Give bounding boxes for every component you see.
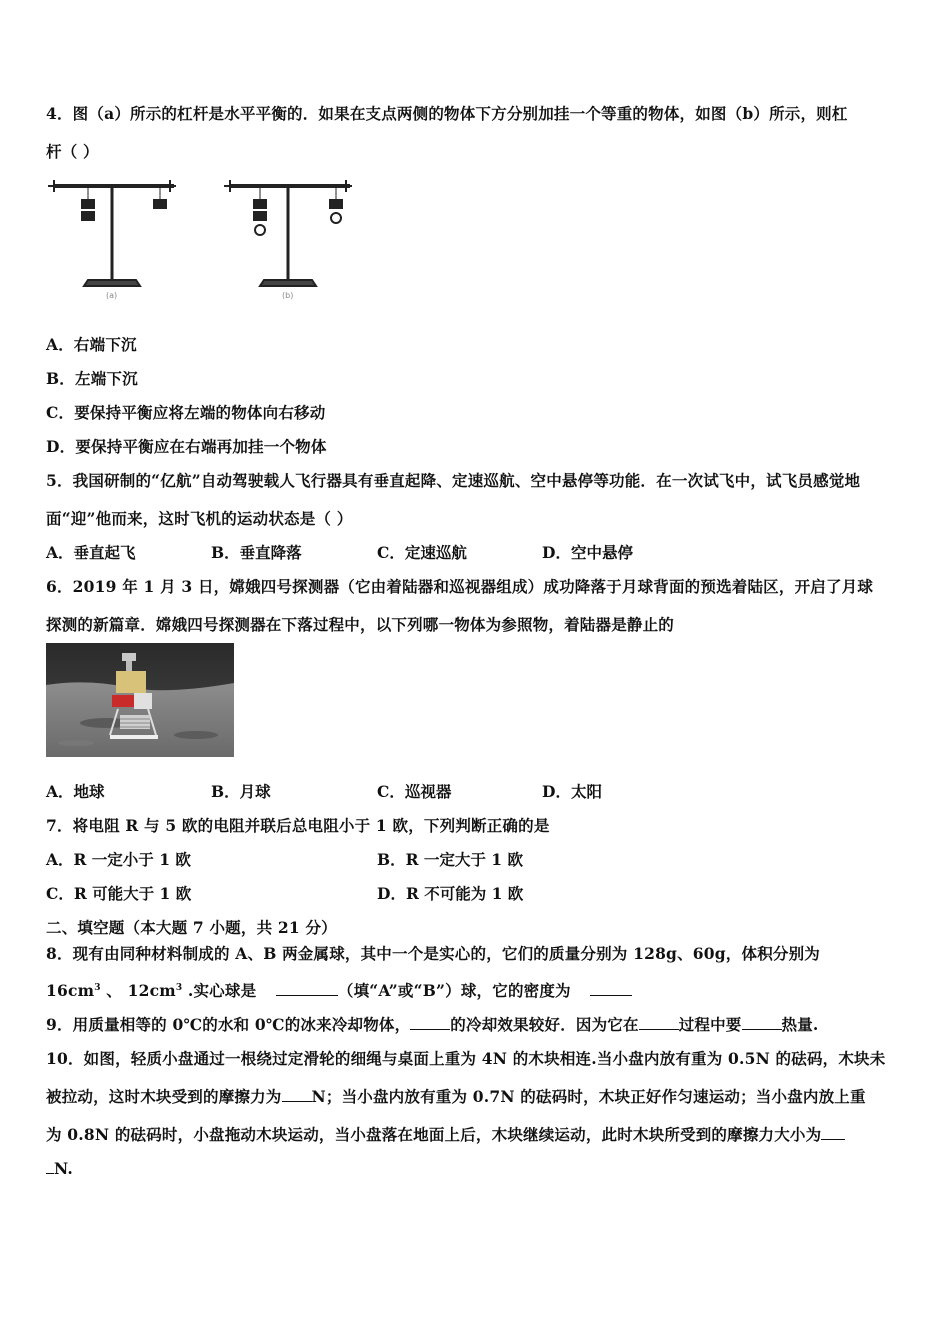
q4-option-a: A．右端下沉 [46, 335, 137, 354]
q4-option-b: B．左端下沉 [46, 369, 138, 388]
q4-stem-line1: 4．图（a）所示的杠杆是水平平衡的．如果在支点两侧的物体下方分别加挂一个等重的物体，如图（b）所示，则杠 [46, 104, 848, 123]
q8-exp-a: 3 [94, 982, 101, 993]
q4-stem-line2: 杆（ ） [46, 142, 99, 161]
q10-line3-text: 为 0.8N 的砝码时，小盘拖动木块运动，当小盘落在地面上后，木块继续运动，此时木块所受到的摩擦力大小为 [46, 1125, 822, 1144]
q8-rest-b: （填“A”或“B”）球，它的密度为 [337, 981, 571, 1000]
q10-line4-text: N. [54, 1159, 73, 1178]
q6-stem-line2: 探测的新篇章．嫦娥四号探测器在下落过程中，以下列哪一物体为参照物，着陆器是静止的 [46, 615, 675, 634]
q7-option-b: B．R 一定大于 1 欧 [377, 850, 523, 869]
lunar-lander-photo [46, 643, 234, 757]
lever-figure-b [224, 180, 352, 300]
q9-part2: 的冷却效果较好．因为它在 [450, 1015, 639, 1034]
q10-line2-b: N；当小盘内放有重为 0.7N 的砝码时，木块正好作匀速运动；当小盘内放上重 [311, 1087, 866, 1106]
q9-part4: 热量. [781, 1015, 819, 1034]
q10-blank-2a[interactable] [821, 1125, 845, 1140]
q7-stem: 7．将电阻 R 与 5 欧的电阻并联后总电阻小于 1 欧，下列判断正确的是 [46, 816, 550, 835]
q5-option-c: C．定速巡航 [377, 543, 467, 562]
q10-line1: 10．如图，轻质小盘通过一根绕过定滑轮的细绳与桌面上重为 4N 的木块相连.当小盘内放有重为 0.5N 的砝码，木块未 [46, 1049, 886, 1068]
q5-stem-line1: 5．我国研制的“亿航”自动驾驶载人飞行器具有垂直起降、定速巡航、空中悬停等功能．在一次试飞中，试飞员感觉地 [46, 471, 861, 490]
q9-blank-2[interactable] [639, 1015, 679, 1030]
q10-line2-a: 被拉动，这时木块受到的摩擦力为 [46, 1087, 282, 1106]
q4-option-d: D．要保持平衡应在右端再加挂一个物体 [46, 437, 327, 456]
q4-option-c: C．要保持平衡应将左端的物体向右移动 [46, 403, 326, 422]
q6-option-c: C．巡视器 [377, 782, 452, 801]
q9-part1: 9．用质量相等的 0℃的水和 0℃的冰来冷却物体， [46, 1015, 411, 1034]
lever-figure-a [48, 180, 176, 300]
q10-line4 [46, 1159, 73, 1178]
q9-blank-1[interactable] [410, 1015, 450, 1030]
q7-option-d: D．R 不可能为 1 欧 [377, 884, 524, 903]
q8-volume-a: 16cm [46, 981, 95, 1000]
q9-blank-3[interactable] [742, 1015, 782, 1030]
q10-line3 [46, 1123, 845, 1145]
lever-figures [44, 172, 364, 302]
q8-volume-b: 12cm [127, 981, 176, 1000]
q5-option-a: A．垂直起飞 [46, 543, 136, 562]
q7-option-c: C．R 可能大于 1 欧 [46, 884, 192, 903]
section2-title: 二、填空题（本大题 7 小题，共 21 分） [46, 918, 337, 937]
q8-exp-b: 3 [175, 982, 183, 993]
q5-option-d: D．空中悬停 [542, 543, 633, 562]
q8-blank-ball[interactable] [276, 981, 338, 996]
fig-a-caption: (a) [106, 291, 118, 300]
q5-stem-line2: 面“迎”他而来，这时飞机的运动状态是（ ） [46, 509, 353, 528]
q8-blank-density[interactable] [590, 981, 632, 996]
q7-option-a: A．R 一定小于 1 欧 [46, 850, 191, 869]
q6-option-d: D．太阳 [542, 782, 602, 801]
q9-line [46, 1013, 819, 1035]
q8-rest-a: .实心球是 [182, 981, 257, 1000]
q6-stem-line1: 6．2019 年 1 月 3 日，嫦娥四号探测器（它由着陆器和巡视器组成）成功降落于月球背面的预选着陆区，开启了月球 [46, 577, 874, 596]
q6-option-a: A．地球 [46, 782, 105, 801]
q10-blank-2b[interactable] [46, 1159, 54, 1174]
q9-part3: 过程中要 [678, 1015, 742, 1034]
q5-option-b: B．垂直降落 [211, 543, 302, 562]
q8-separator: 、 [100, 981, 122, 1000]
q8-line2 [46, 979, 632, 1001]
q6-option-b: B．月球 [211, 782, 271, 801]
q10-blank-1[interactable] [282, 1087, 312, 1102]
q10-line2 [46, 1085, 866, 1107]
fig-b-caption: (b) [282, 291, 294, 300]
q8-line1: 8．现有由同种材料制成的 A、B 两金属球，其中一个是实心的，它们的质量分别为 128g、60g，体积分别为 [46, 944, 821, 963]
